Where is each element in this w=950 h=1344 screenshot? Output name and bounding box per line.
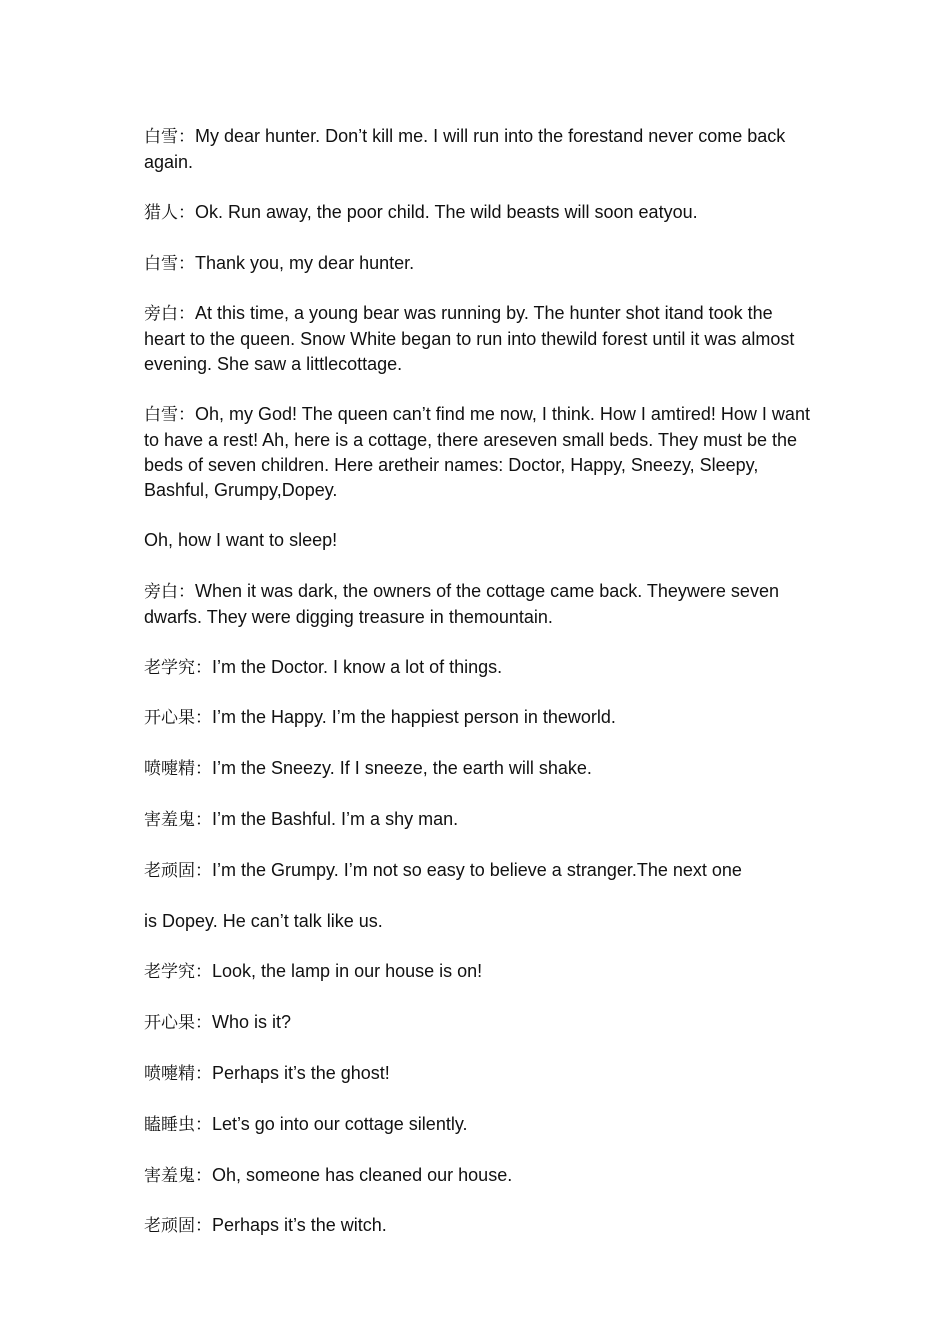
dialogue-text: Perhaps it’s the ghost! [212, 1062, 390, 1083]
speaker-label: 老顽固： [144, 860, 212, 881]
dialogue-text: is Dopey. He can’t talk like us. [144, 910, 383, 931]
speaker-label: 害羞鬼： [144, 1165, 212, 1186]
dialogue-paragraph [144, 402, 814, 503]
dialogue-text: Oh, how I want to sleep! [144, 529, 338, 550]
dialogue-text: Look, the lamp in our house is on! [212, 961, 483, 982]
dialogue-text: I’m the Grumpy. I’m not so easy to believe a stranger.The next one [212, 859, 742, 880]
dialogue-paragraph [144, 301, 814, 377]
speaker-label: 猎人： [144, 202, 195, 223]
dialogue-text: Perhaps it’s the witch. [212, 1215, 387, 1236]
speaker-label: 白雪： [144, 405, 195, 426]
dialogue-text: Oh, my God! The queen can’t find me now, I think. How I amtired! How I want to have a rest! Ah, here is a cottage, there areseven small beds. They must be the beds of seven children. Here aretheir names: Doctor, Happy, Sneezy, Sleepy, Bashful, Grumpy,Dopey. [144, 404, 810, 501]
dialogue-paragraph [144, 1010, 814, 1036]
speaker-label: 旁白： [144, 581, 195, 602]
speaker-label: 白雪： [144, 127, 195, 147]
speaker-label: 喷嚏精： [144, 759, 212, 780]
speaker-label: 旁白： [144, 304, 195, 325]
speaker-label: 开心果： [144, 1013, 212, 1034]
dialogue-text: I’m the Doctor. I know a lot of things. [212, 656, 503, 677]
dialogue-paragraph [144, 655, 814, 681]
speaker-label: 白雪： [144, 253, 195, 274]
dialogue-text: I’m the Sneezy. If I sneeze, the earth will shake. [212, 758, 592, 779]
dialogue-paragraph [144, 1213, 814, 1239]
dialogue-text: I’m the Happy. I’m the happiest person in theworld. [212, 707, 616, 728]
speaker-label: 老顽固： [144, 1216, 212, 1237]
document-page [144, 124, 814, 1264]
dialogue-paragraph [144, 124, 814, 175]
dialogue-paragraph [144, 1163, 814, 1189]
dialogue-paragraph [144, 528, 814, 554]
dialogue-text: Thank you, my dear hunter. [195, 252, 415, 273]
dialogue-paragraph [144, 756, 814, 782]
dialogue-paragraph [144, 251, 814, 277]
speaker-label: 害羞鬼： [144, 809, 212, 830]
dialogue-text: When it was dark, the owners of the cottage came back. Theywere seven dwarfs. They were digging treasure in themountain. [144, 580, 779, 627]
dialogue-text: I’m the Bashful. I’m a shy man. [212, 808, 459, 829]
dialogue-text: My dear hunter. Don’t kill me. I will run into the forestand never come back again. [144, 126, 786, 172]
dialogue-text: Ok. Run away, the poor child. The wild beasts will soon eatyou. [195, 201, 698, 222]
dialogue-paragraph [144, 579, 814, 630]
speaker-label: 开心果： [144, 708, 212, 729]
dialogue-paragraph [144, 1112, 814, 1138]
dialogue-text: Let’s go into our cottage silently. [212, 1113, 468, 1134]
dialogue-paragraph [144, 858, 814, 884]
dialogue-text: Oh, someone has cleaned our house. [212, 1164, 513, 1185]
dialogue-text: Who is it? [212, 1012, 292, 1033]
speaker-label: 瞌睡虫： [144, 1114, 212, 1135]
dialogue-paragraph [144, 200, 814, 226]
dialogue-text: At this time, a young bear was running by. The hunter shot itand took the heart to the queen. Snow White began to run into thewild forest until it was almost evening. She saw a littlecottage. [144, 303, 795, 375]
speaker-label: 老学究： [144, 657, 212, 678]
dialogue-paragraph [144, 909, 814, 935]
dialogue-paragraph [144, 807, 814, 833]
dialogue-paragraph [144, 959, 814, 985]
speaker-label: 老学究： [144, 962, 212, 983]
dialogue-paragraph [144, 1061, 814, 1087]
speaker-label: 喷嚏精： [144, 1063, 212, 1084]
dialogue-paragraph [144, 705, 814, 731]
